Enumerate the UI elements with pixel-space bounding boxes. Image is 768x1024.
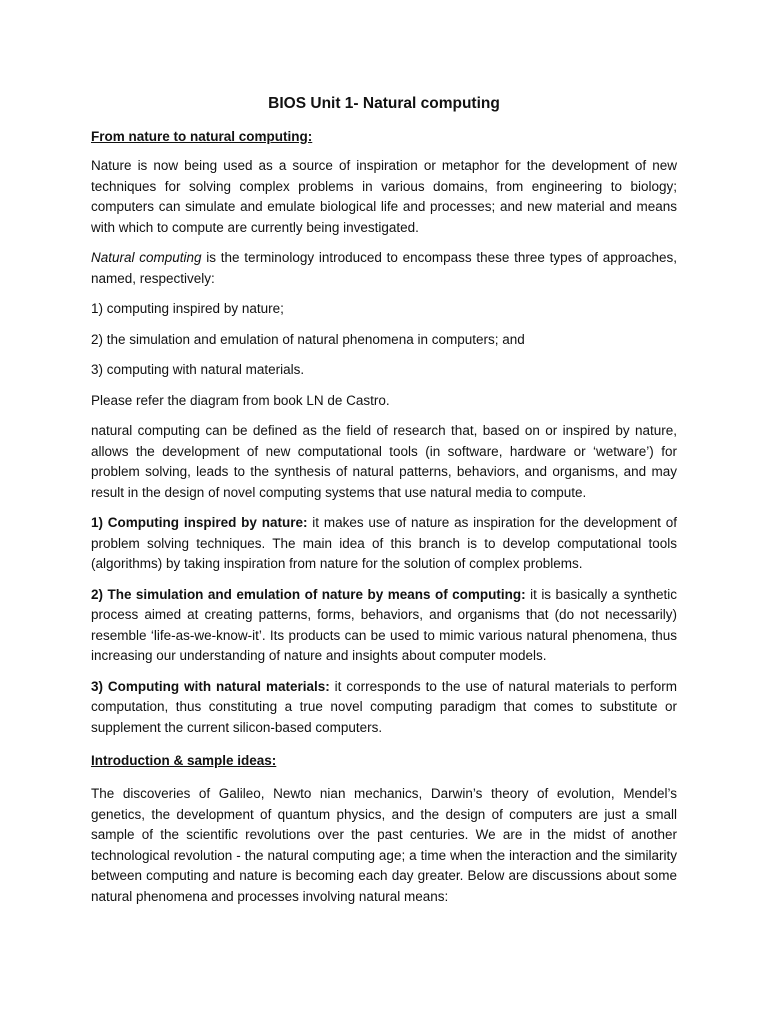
terminology-text: is the terminology introduced to encompass these three types of approaches, named, respectively: bbox=[91, 250, 677, 286]
list-item-3: 3) computing with natural materials. bbox=[91, 362, 305, 377]
point-2-label: 2) The simulation and emulation of nature by means of computing: bbox=[91, 586, 526, 602]
point-1-text: it makes use of nature as inspiration for the development of problem solving techniques. The main idea of this branch is to develop computational tools (algorithms) by taking inspiration from nature for the solution of complex problems. bbox=[91, 515, 677, 571]
paragraph-natural-computing-terminology bbox=[91, 248, 677, 289]
point-2-text: it is basically a synthetic process aimed at creating patterns, forms, behaviors, and organisms that (do not necessarily) resemble ‘life-as-we-know-it’. Its products can be used to mimic various natural phenomena, thus increasing our understanding of nature and insights about computer models. bbox=[91, 586, 678, 663]
section-heading-nature-to-computing: From nature to natural computing: bbox=[91, 129, 313, 144]
point-3-text: it corresponds to the use of natural materials to perform computation, thus constituting a true novel computing paradigm that comes to substitute or supplement the current silicon-based computers. bbox=[91, 678, 677, 735]
section-heading-introduction: Introduction & sample ideas: bbox=[91, 753, 277, 768]
list-item-2: 2) the simulation and emulation of natural phenomena in computers; and bbox=[91, 331, 525, 347]
paragraph-introduction: The discoveries of Galileo, Newto nian mechanics, Darwin’s theory of evolution, Mendel’s genetics, the development of quantum physics, and the design of computers are just a small sample of the scientific revolutions over the past centuries. We are in the midst of another technological revolution - the natural computing age; a time when the interaction and the similarity between computing and nature is becoming each day greater. Below are discussions about some natural phenomena and processes involving natural means: bbox=[91, 786, 677, 904]
list-item-1: 1) computing inspired by nature; bbox=[91, 301, 284, 316]
point-1-label: 1) Computing inspired by nature: bbox=[91, 515, 308, 530]
paragraph-refer-diagram: Please refer the diagram from book LN de Castro. bbox=[91, 392, 390, 408]
paragraph-point-2 bbox=[91, 585, 677, 667]
document-title: BIOS Unit 1- Natural computing bbox=[268, 95, 500, 112]
paragraph-point-3 bbox=[91, 677, 677, 739]
point-3-label: 3) Computing with natural materials: bbox=[91, 678, 330, 694]
paragraph-nature-inspiration: Nature is now being used as a source of inspiration or metaphor for the development of new techniques for solving complex problems in various domains, from engineering to biology; computers can simulate and emulate biological life and processes; and new material and means with which to compute are currently being investigated. bbox=[91, 158, 677, 235]
term-natural-computing: Natural computing bbox=[91, 250, 202, 265]
paragraph-point-1 bbox=[91, 513, 677, 575]
paragraph-definition: natural computing can be defined as the field of research that, based on or inspired by nature, allows the development of new computational tools (in software, hardware or ‘wetware’) for problem solving, leads to the synthesis of natural patterns, behaviors, and organisms, and may result in the design of novel computing systems that use natural media to compute. bbox=[91, 423, 677, 500]
